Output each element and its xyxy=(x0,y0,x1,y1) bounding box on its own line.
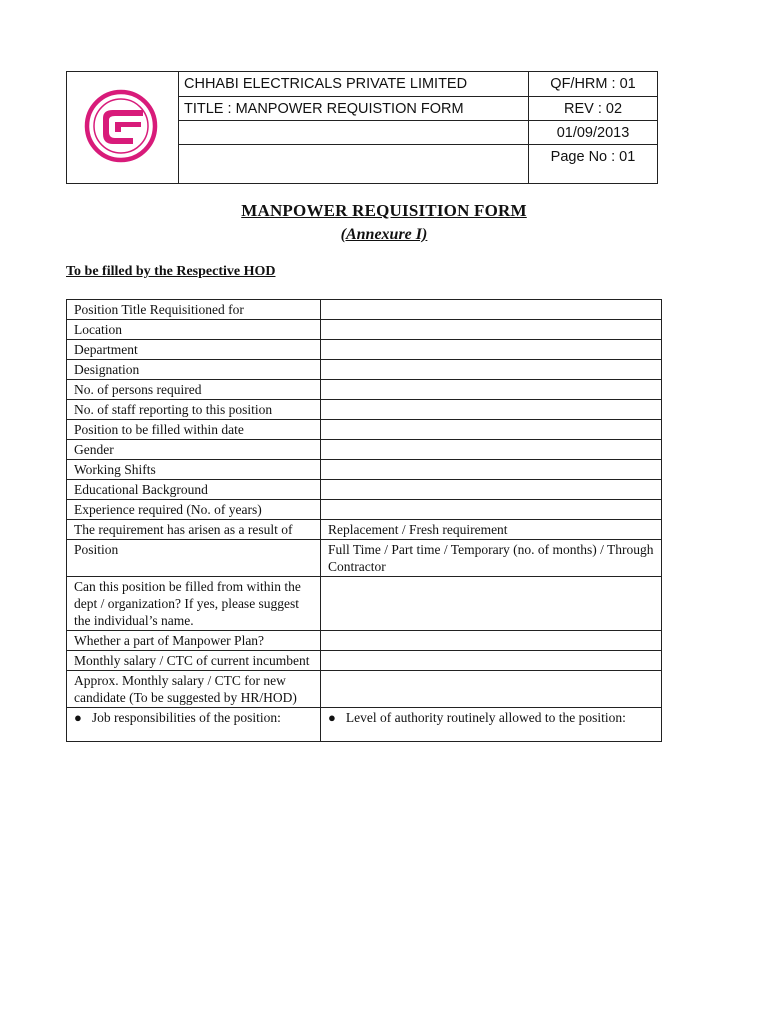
table-row xyxy=(67,520,662,540)
header-row-page xyxy=(178,145,657,183)
authority-level-label: Level of authority routinely allowed to the position: xyxy=(345,710,626,725)
row-value[interactable] xyxy=(321,631,662,651)
row-value[interactable]: Replacement / Fresh requirement xyxy=(321,520,662,540)
row-label: Department xyxy=(67,340,321,360)
form-subtitle: (Annexure I) xyxy=(340,226,428,243)
table-row xyxy=(67,631,662,651)
row-label: Location xyxy=(67,320,321,340)
job-responsibilities-label: Job responsibilities of the position: xyxy=(91,710,281,725)
row-label: Whether a part of Manpower Plan? xyxy=(67,631,321,651)
row-value[interactable] xyxy=(321,440,662,460)
row-label: The requirement has arisen as a result of xyxy=(67,520,321,540)
row-label: No. of persons required xyxy=(67,380,321,400)
table-row xyxy=(67,300,662,320)
row-label: Working Shifts xyxy=(67,460,321,480)
row-label: Educational Background xyxy=(67,480,321,500)
row-value[interactable] xyxy=(321,340,662,360)
requisition-table xyxy=(66,299,662,742)
bullet-row xyxy=(67,708,662,742)
row-value[interactable] xyxy=(321,577,662,631)
row-value[interactable] xyxy=(321,671,662,708)
row-value[interactable] xyxy=(321,300,662,320)
row-label: Designation xyxy=(67,360,321,380)
table-row xyxy=(67,420,662,440)
doc-date: 01/09/2013 xyxy=(556,124,630,141)
table-row xyxy=(67,460,662,480)
table-row xyxy=(67,380,662,400)
row-label: Monthly salary / CTC of current incumbent xyxy=(67,651,321,671)
company-logo-icon xyxy=(81,86,161,166)
row-value[interactable] xyxy=(321,480,662,500)
bullet-icon: ● xyxy=(74,710,82,725)
company-name: CHHABI ELECTRICALS PRIVATE LIMITED xyxy=(178,72,529,96)
row-value[interactable] xyxy=(321,420,662,440)
document-header xyxy=(66,71,658,184)
table-row xyxy=(67,400,662,420)
table-row xyxy=(67,480,662,500)
row-value[interactable] xyxy=(321,651,662,671)
row-value[interactable] xyxy=(321,360,662,380)
header-row-date xyxy=(178,121,657,145)
row-label: No. of staff reporting to this position xyxy=(67,400,321,420)
table-row xyxy=(67,500,662,520)
section-label: To be filled by the Respective HOD xyxy=(66,264,276,279)
header-row-title xyxy=(178,97,657,121)
table-row xyxy=(67,320,662,340)
header-row-company xyxy=(178,72,657,97)
row-value[interactable] xyxy=(321,500,662,520)
row-value[interactable] xyxy=(321,380,662,400)
bullet-icon: ● xyxy=(328,710,336,725)
table-row xyxy=(67,671,662,708)
row-label: Position Title Requisitioned for xyxy=(67,300,321,320)
blank-cell xyxy=(178,145,529,183)
job-responsibilities-cell[interactable] xyxy=(67,708,321,742)
doc-title: TITLE : MANPOWER REQUISTION FORM xyxy=(178,97,529,120)
row-label: Approx. Monthly salary / CTC for new candidate (To be suggested by HR/HOD) xyxy=(67,671,321,708)
page-number: Page No : 01 xyxy=(550,149,636,165)
table-row xyxy=(67,360,662,380)
row-label: Position xyxy=(67,540,321,577)
row-label: Can this position be filled from within the dept / organization? If yes, please suggest the individual’s name. xyxy=(67,577,321,631)
authority-level-cell[interactable] xyxy=(321,708,662,742)
doc-revision: REV : 02 xyxy=(563,100,623,117)
row-label: Position to be filled within date xyxy=(67,420,321,440)
row-label: Experience required (No. of years) xyxy=(67,500,321,520)
row-value[interactable] xyxy=(321,460,662,480)
table-row xyxy=(67,340,662,360)
blank-cell xyxy=(178,121,529,144)
row-value[interactable]: Full Time / Part time / Temporary (no. of months) / Through Contractor xyxy=(321,540,662,577)
row-label: Gender xyxy=(67,440,321,460)
table-row xyxy=(67,651,662,671)
form-title: MANPOWER REQUISITION FORM xyxy=(241,201,527,220)
table-row xyxy=(67,440,662,460)
doc-code: QF/HRM : 01 xyxy=(550,76,636,92)
table-row xyxy=(67,577,662,631)
row-value[interactable] xyxy=(321,320,662,340)
logo-cell xyxy=(67,72,179,183)
row-value[interactable] xyxy=(321,400,662,420)
table-row xyxy=(67,540,662,577)
